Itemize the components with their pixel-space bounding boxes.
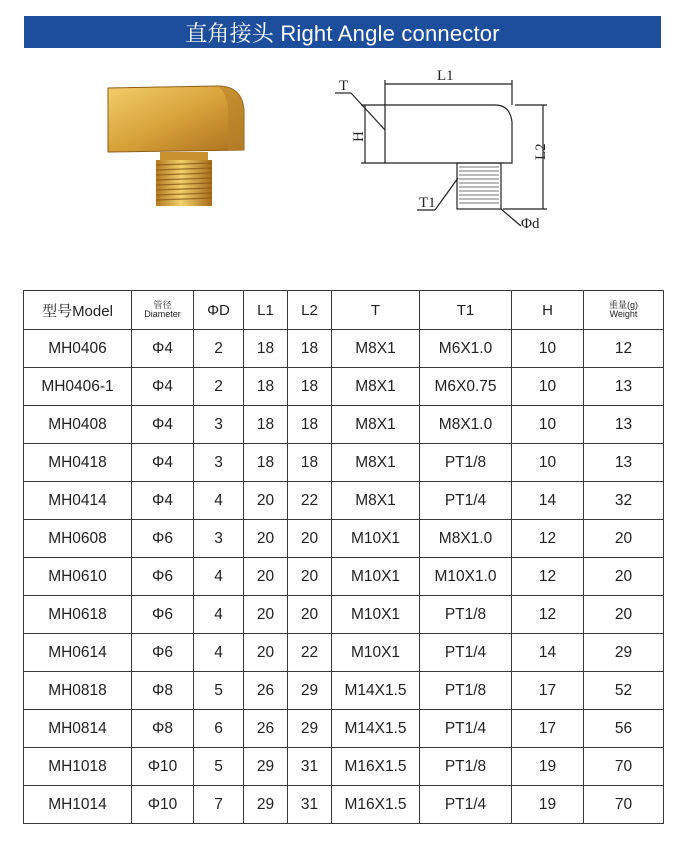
header-h: H: [512, 291, 584, 330]
cell-model: MH0406: [24, 330, 132, 368]
cell-t: M10X1: [332, 520, 420, 558]
header-weight: [584, 291, 664, 330]
cell-weight: 20: [584, 596, 664, 634]
cell-t1: PT1/8: [420, 748, 512, 786]
cell-l2: 31: [288, 786, 332, 824]
label-l2: L2: [533, 143, 549, 160]
cell-l2: 18: [288, 406, 332, 444]
header-phi-d: ΦD: [194, 291, 244, 330]
header-model: 型号Model: [24, 291, 132, 330]
cell-model: MH0818: [24, 672, 132, 710]
label-l1: L1: [437, 68, 454, 84]
cell-t: M16X1.5: [332, 748, 420, 786]
cell-h: 10: [512, 368, 584, 406]
cell-t: M16X1.5: [332, 786, 420, 824]
cell-t: M8X1: [332, 330, 420, 368]
cell-t1: M6X0.75: [420, 368, 512, 406]
cell-h: 14: [512, 482, 584, 520]
header-diameter-cn: 管径: [153, 300, 172, 310]
cell-phi-d: 4: [194, 558, 244, 596]
page-title: 直角接头 Right Angle connector: [185, 20, 500, 46]
cell-diameter: Φ4: [132, 406, 194, 444]
cell-model: MH1014: [24, 786, 132, 824]
cell-model: MH0618: [24, 596, 132, 634]
cell-l1: 20: [244, 520, 288, 558]
cell-model: MH0406-1: [24, 368, 132, 406]
table-row: [24, 634, 664, 672]
cell-l2: 29: [288, 710, 332, 748]
cell-weight: 12: [584, 330, 664, 368]
cell-diameter: Φ6: [132, 558, 194, 596]
cell-h: 10: [512, 406, 584, 444]
cell-l1: 29: [244, 786, 288, 824]
cell-phi-d: 2: [194, 330, 244, 368]
table-row: [24, 520, 664, 558]
cell-diameter: Φ4: [132, 444, 194, 482]
header-t: T: [332, 291, 420, 330]
table-row: [24, 786, 664, 824]
cell-h: 10: [512, 330, 584, 368]
cell-l1: 29: [244, 748, 288, 786]
cell-t1: PT1/4: [420, 482, 512, 520]
spec-table: [23, 290, 664, 824]
cell-weight: 13: [584, 444, 664, 482]
cell-model: MH0408: [24, 406, 132, 444]
cell-t1: PT1/4: [420, 710, 512, 748]
cell-t1: PT1/8: [420, 444, 512, 482]
cell-model: MH0418: [24, 444, 132, 482]
cell-phi-d: 3: [194, 444, 244, 482]
cell-h: 14: [512, 634, 584, 672]
table-row: [24, 482, 664, 520]
cell-l2: 20: [288, 558, 332, 596]
cell-phi-d: 2: [194, 368, 244, 406]
header-diameter-en: Diameter: [144, 309, 181, 319]
cell-t: M8X1: [332, 482, 420, 520]
cell-diameter: Φ4: [132, 482, 194, 520]
cell-t1: PT1/4: [420, 634, 512, 672]
cell-t: M14X1.5: [332, 672, 420, 710]
cell-weight: 20: [584, 520, 664, 558]
cell-phi-d: 6: [194, 710, 244, 748]
cell-t1: M8X1.0: [420, 406, 512, 444]
cell-t: M8X1: [332, 444, 420, 482]
cell-l2: 20: [288, 520, 332, 558]
cell-diameter: Φ6: [132, 596, 194, 634]
cell-diameter: Φ6: [132, 520, 194, 558]
label-t1: T1: [419, 195, 436, 211]
cell-diameter: Φ4: [132, 368, 194, 406]
header-l1: L1: [244, 291, 288, 330]
cell-t: M8X1: [332, 406, 420, 444]
cell-phi-d: 3: [194, 520, 244, 558]
cell-phi-d: 4: [194, 596, 244, 634]
cell-model: MH0608: [24, 520, 132, 558]
cell-model: MH0814: [24, 710, 132, 748]
label-t: T: [339, 78, 349, 94]
cell-diameter: Φ8: [132, 710, 194, 748]
table-row: [24, 330, 664, 368]
table-row: [24, 368, 664, 406]
table-row: [24, 748, 664, 786]
cell-h: 12: [512, 558, 584, 596]
cell-l1: 26: [244, 710, 288, 748]
cell-weight: 70: [584, 748, 664, 786]
cell-t1: PT1/8: [420, 672, 512, 710]
cell-h: 19: [512, 748, 584, 786]
cell-l1: 20: [244, 482, 288, 520]
cell-l1: 18: [244, 444, 288, 482]
cell-model: MH0414: [24, 482, 132, 520]
cell-model: MH0614: [24, 634, 132, 672]
cell-t: M8X1: [332, 368, 420, 406]
cell-l2: 29: [288, 672, 332, 710]
cell-model: MH1018: [24, 748, 132, 786]
cell-weight: 29: [584, 634, 664, 672]
cell-h: 17: [512, 672, 584, 710]
cell-diameter: Φ4: [132, 330, 194, 368]
cell-l2: 22: [288, 634, 332, 672]
cell-l1: 20: [244, 558, 288, 596]
cell-phi-d: 3: [194, 406, 244, 444]
cell-l2: 18: [288, 368, 332, 406]
cell-t1: M10X1.0: [420, 558, 512, 596]
cell-l1: 20: [244, 634, 288, 672]
spec-table-body: [24, 330, 664, 824]
table-row: [24, 710, 664, 748]
cell-l2: 31: [288, 748, 332, 786]
cell-weight: 32: [584, 482, 664, 520]
cell-model: MH0610: [24, 558, 132, 596]
cell-l1: 26: [244, 672, 288, 710]
cell-l1: 18: [244, 406, 288, 444]
cell-t: M10X1: [332, 558, 420, 596]
cell-weight: 13: [584, 368, 664, 406]
cell-weight: 56: [584, 710, 664, 748]
cell-t: M10X1: [332, 634, 420, 672]
table-row: [24, 406, 664, 444]
technical-drawing: [325, 60, 565, 235]
cell-t: M10X1: [332, 596, 420, 634]
cell-h: 12: [512, 596, 584, 634]
table-row: [24, 672, 664, 710]
label-phi-d: Φd: [521, 216, 540, 232]
header-l2: L2: [288, 291, 332, 330]
label-h: H: [351, 131, 367, 142]
table-row: [24, 444, 664, 482]
table-row: [24, 596, 664, 634]
cell-t: M14X1.5: [332, 710, 420, 748]
cell-l1: 18: [244, 330, 288, 368]
cell-t1: M8X1.0: [420, 520, 512, 558]
cell-t1: PT1/4: [420, 786, 512, 824]
cell-h: 19: [512, 786, 584, 824]
cell-phi-d: 5: [194, 748, 244, 786]
cell-h: 17: [512, 710, 584, 748]
cell-l2: 18: [288, 330, 332, 368]
cell-h: 12: [512, 520, 584, 558]
table-header-row: [24, 291, 664, 330]
cell-diameter: Φ6: [132, 634, 194, 672]
cell-weight: 52: [584, 672, 664, 710]
cell-phi-d: 4: [194, 634, 244, 672]
cell-l1: 18: [244, 368, 288, 406]
cell-diameter: Φ8: [132, 672, 194, 710]
cell-phi-d: 4: [194, 482, 244, 520]
header-weight-cn: 重量(g): [609, 300, 638, 310]
title-banner: [24, 16, 661, 48]
cell-weight: 13: [584, 406, 664, 444]
cell-weight: 20: [584, 558, 664, 596]
cell-diameter: Φ10: [132, 786, 194, 824]
cell-l2: 22: [288, 482, 332, 520]
product-photo: [100, 80, 250, 210]
header-weight-en: Weight: [609, 309, 638, 319]
header-t1: T1: [420, 291, 512, 330]
cell-t1: PT1/8: [420, 596, 512, 634]
table-row: [24, 558, 664, 596]
cell-phi-d: 7: [194, 786, 244, 824]
header-diameter: [132, 291, 194, 330]
cell-diameter: Φ10: [132, 748, 194, 786]
cell-h: 10: [512, 444, 584, 482]
cell-l1: 20: [244, 596, 288, 634]
cell-l2: 18: [288, 444, 332, 482]
cell-weight: 70: [584, 786, 664, 824]
cell-phi-d: 5: [194, 672, 244, 710]
cell-t1: M6X1.0: [420, 330, 512, 368]
cell-l2: 20: [288, 596, 332, 634]
